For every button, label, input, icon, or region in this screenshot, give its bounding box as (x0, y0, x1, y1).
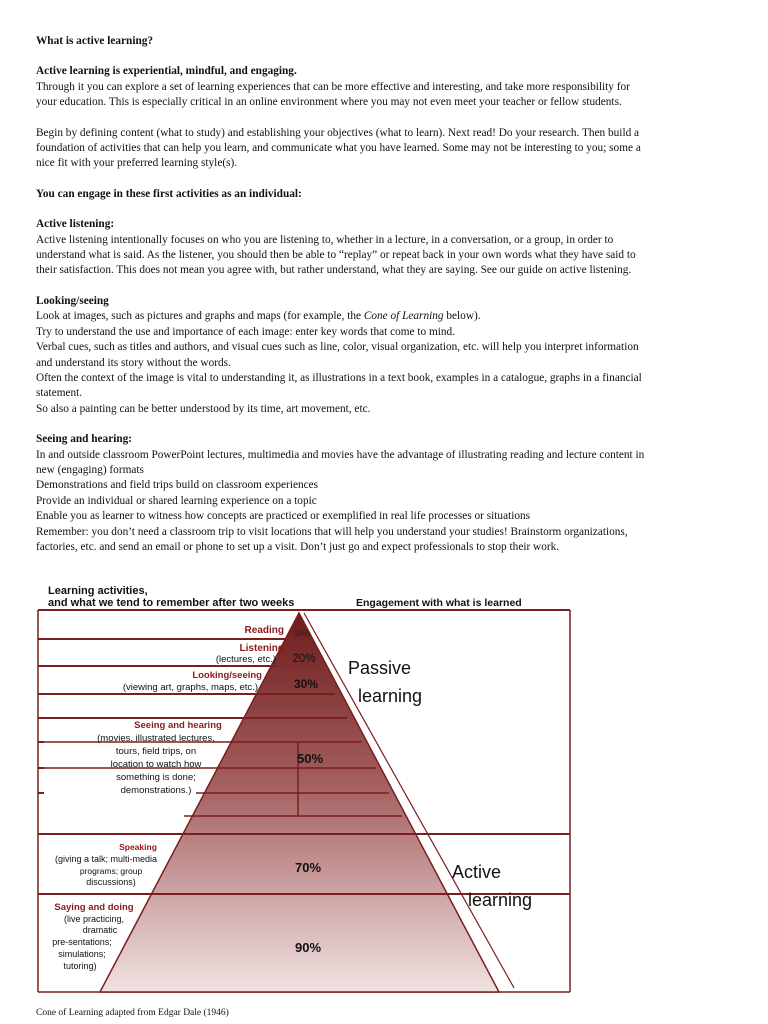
speaking-sub: programs; group (79, 866, 143, 876)
cone-header-left: Learning activities, (48, 585, 148, 597)
engage-heading: You can engage in these first activities as an individual: (36, 187, 302, 200)
begin-line: Begin by defining content (what to study) and establishing your objectives (what to learn). Next read! Do your research. Then build a (36, 126, 640, 139)
seeing-label: Seeing and hearing (134, 720, 222, 731)
listening-line: understand what is said. As the listener, you should then be able to “replay” or repeat back in your own words what they have said to (36, 249, 636, 262)
speaking-pct: 70% (294, 860, 322, 875)
begin-line: foundation of activities that can help you learn, and communicate what you have learned. Some may not be interesting to you; some a (36, 142, 641, 155)
looking-line: Verbal cues, such as titles and authors, and visual cues such as line, color, visual organization, etc. will help you interpret information (36, 341, 639, 354)
looking-line: So also a painting can be better understood by its time, art movement, etc. (36, 402, 371, 415)
saying-sub: simulations; (58, 949, 106, 959)
listening-line: Active listening intentionally focuses on who you are listening to, whether in a lecture, in a conversation, or a group, in order to (36, 233, 614, 246)
hearing-line: Provide an individual or shared learning experience on a topic (36, 494, 317, 507)
saying-sub: dramatic (82, 925, 118, 935)
active-learning-label: learning (468, 890, 533, 910)
listening-label: Listening (239, 643, 284, 654)
seeing-sub: (movies, illustrated lectures, (97, 733, 215, 744)
hearing-line: In and outside classroom PowerPoint lectures, multimedia and movies have the advantage of illustrating reading and lecture content in (36, 448, 645, 461)
page-heading: What is active learning? (36, 35, 154, 47)
hearing-line: Remember: you don’t need a classroom trip to visit locations that will help you understand your studies! Brainstorm organizations, (36, 525, 628, 538)
saying-sub: tutoring) (63, 961, 97, 971)
hearing-line: new (engaging) formats (36, 463, 144, 476)
speaking-label: Speaking (119, 842, 157, 852)
reading-pct: 10% (293, 628, 311, 638)
hearing-line: Enable you as learner to witness how concepts are practiced or exemplified in real life processes or situations (36, 510, 531, 523)
listening-sub: (lectures, etc.) (215, 654, 276, 665)
intro-line: Through it you can explore a set of learning experiences that can be more effective and interesting, and take more responsibility for (36, 80, 630, 93)
figure-caption: Cone of Learning adapted from Edgar Dale (1946) (36, 1008, 229, 1018)
seeing-sub: tours, field trips, on (115, 746, 197, 757)
saying-sub: pre-sentations; (52, 937, 112, 947)
speaking-sub: discussions) (86, 877, 136, 887)
hearing-heading: Seeing and hearing: (36, 433, 133, 446)
looking-line: statement. (36, 387, 83, 400)
looking-sub: (viewing art, graphs, maps, etc.) (122, 682, 258, 693)
looking-line: Try to understand the use and importance of each image: enter key words that come to mind. (36, 325, 456, 338)
listening-pct: 20% (292, 653, 316, 665)
cone-header-left: and what we tend to remember after two weeks (48, 597, 295, 609)
looking-line: Look at images, such as pictures and graphs and maps (for example, the Cone of Learning below). (36, 310, 481, 323)
passive-learning-label: Passive (348, 658, 412, 678)
listening-line: their satisfaction. This does not mean you agree with, but rather understand, what they are saying. See our guide on active listening. (36, 264, 632, 277)
hearing-line: factories, etc. and send an email or phone to set up a visit. Don’t just go and expect professionals to stop their work. (36, 540, 560, 553)
looking-pct: 30% (293, 677, 319, 691)
listening-heading: Active listening: (36, 218, 115, 231)
cone-header-right: Engagement with what is learned (356, 597, 522, 609)
saying-sub: (live practicing, (63, 914, 125, 924)
seeing-sub: something is done; (116, 772, 196, 783)
looking-line: and understand its story without the words. (36, 356, 231, 369)
speaking-sub: (giving a talk; multi-media (54, 854, 158, 864)
begin-line: nice fit with your preferred learning style(s). (36, 157, 238, 170)
intro-heading: Active learning is experiential, mindful, and engaging. (36, 65, 297, 78)
seeing-sub: demonstrations.) (120, 785, 192, 796)
seeing-sub: location to watch how (110, 759, 202, 770)
saying-label: Saying and doing (54, 902, 134, 913)
reading-label: Reading (244, 625, 284, 636)
cone-of-learning-diagram (36, 580, 572, 994)
passive-learning-label: learning (358, 686, 423, 706)
looking-heading: Looking/seeing (36, 294, 109, 307)
saying-pct: 90% (294, 940, 322, 955)
active-learning-label: Active (452, 862, 502, 882)
seeing-pct: 50% (296, 751, 324, 766)
looking-line: Often the context of the image is vital to understanding it, as illustrations in a text book, examples in a catalogue, graphs in a financial (36, 371, 642, 384)
looking-label: Looking/seeing (192, 670, 262, 681)
intro-line: your education. This is especially critical in an online environment where you may not even meet your teacher or fellow students. (36, 96, 622, 109)
hearing-line: Demonstrations and field trips build on classroom experiences (36, 479, 319, 492)
document-body (36, 34, 736, 555)
